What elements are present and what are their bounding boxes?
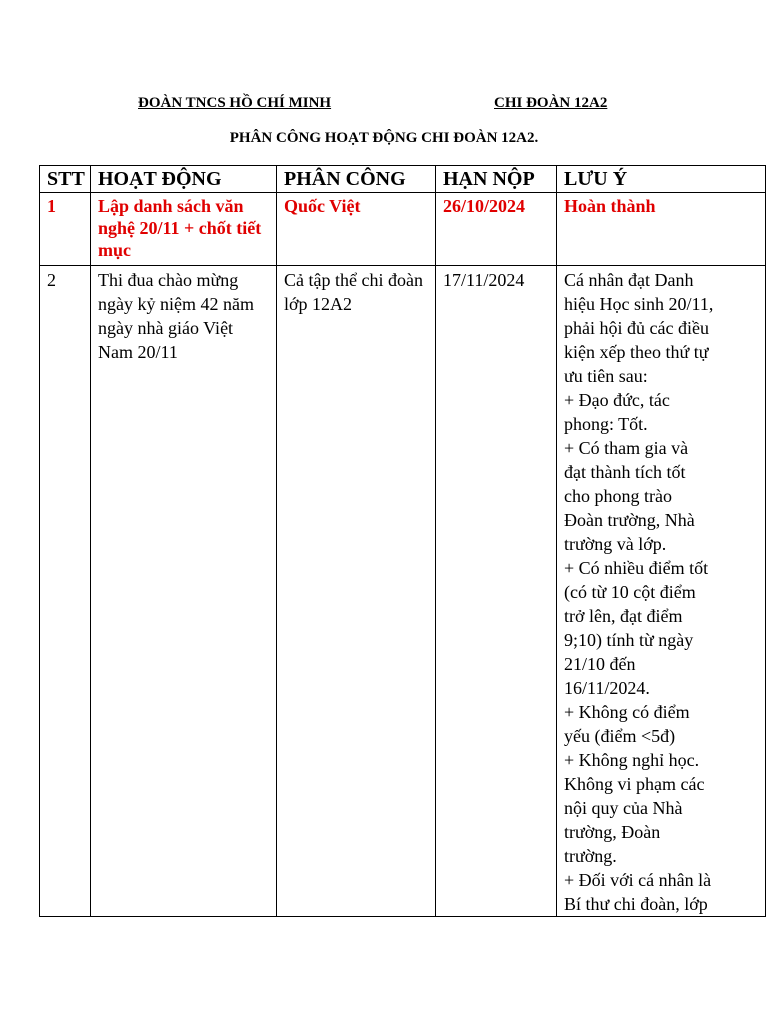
note-line: cho phong trào bbox=[564, 486, 672, 506]
header-assignee: PHÂN CÔNG bbox=[277, 166, 436, 193]
note-line: yếu (điểm <5đ) bbox=[564, 726, 676, 746]
note-line: 16/11/2024. bbox=[564, 678, 650, 698]
note-line: trường, Đoàn bbox=[564, 822, 661, 842]
note-line: 9;10) tính từ ngày bbox=[564, 630, 694, 650]
note-line: kiện xếp theo thứ tự bbox=[564, 342, 709, 362]
organization-name: ĐOÀN TNCS HỒ CHÍ MINH bbox=[138, 95, 332, 111]
note-line: 21/10 đến bbox=[564, 654, 636, 674]
header-deadline: HẠN NỘP bbox=[436, 166, 557, 193]
note-line: + Đạo đức, tác bbox=[564, 390, 670, 410]
note-line: trường. bbox=[564, 846, 617, 866]
row-assignee: Quốc Việt bbox=[277, 193, 436, 266]
note-line: + Đối với cá nhân là bbox=[564, 870, 712, 890]
row-activity: Thi đua chào mừng ngày kỷ niệm 42 năm ngày nhà giáo Việt Nam 20/11 bbox=[91, 266, 277, 917]
note-line: ưu tiên sau: bbox=[564, 366, 648, 386]
note-line: Không vi phạm các bbox=[564, 774, 705, 794]
header-activity: HOẠT ĐỘNG bbox=[91, 166, 277, 193]
row-activity: Lập danh sách văn nghệ 20/11 + chốt tiết mục bbox=[91, 193, 277, 266]
note-line: (có từ 10 cột điểm bbox=[564, 582, 696, 602]
row-stt: 1 bbox=[40, 193, 91, 266]
note-line: hiệu Học sinh 20/11, bbox=[564, 294, 714, 314]
note-line: nội quy của Nhà bbox=[564, 798, 683, 818]
note-line: + Không có điểm bbox=[564, 702, 690, 722]
note-line: đạt thành tích tốt bbox=[564, 462, 686, 482]
note-line: Bí thư chi đoàn, lớp bbox=[564, 894, 708, 914]
table-row bbox=[40, 193, 766, 266]
note-line: + Có nhiều điểm tốt bbox=[564, 558, 709, 578]
note-line: phong: Tốt. bbox=[564, 414, 648, 434]
note-line: phải hội đủ các điều bbox=[564, 318, 709, 338]
row-deadline: 26/10/2024 bbox=[436, 193, 557, 266]
assignment-table bbox=[39, 165, 766, 917]
row-assignee: Cả tập thể chi đoàn lớp 12A2 bbox=[277, 266, 436, 917]
note-line: Cá nhân đạt Danh bbox=[564, 270, 694, 290]
note-line: + Có tham gia và bbox=[564, 438, 689, 458]
branch-name: CHI ĐOÀN 12A2 bbox=[494, 95, 608, 111]
table-row bbox=[40, 266, 766, 917]
row-stt: 2 bbox=[40, 266, 91, 917]
note-line: Đoàn trường, Nhà bbox=[564, 510, 695, 530]
header-note: LƯU Ý bbox=[557, 166, 766, 193]
note-line: trở lên, đạt điểm bbox=[564, 606, 683, 626]
row-note bbox=[557, 266, 766, 917]
row-deadline: 17/11/2024 bbox=[436, 266, 557, 917]
table-header-row bbox=[40, 166, 766, 193]
document-title: PHÂN CÔNG HOẠT ĐỘNG CHI ĐOÀN 12A2. bbox=[229, 130, 539, 146]
note-line: trường và lớp. bbox=[564, 534, 667, 554]
note-line: + Không nghỉ học. bbox=[564, 750, 700, 770]
row-note: Hoàn thành bbox=[557, 193, 766, 266]
header-stt: STT bbox=[40, 166, 91, 193]
